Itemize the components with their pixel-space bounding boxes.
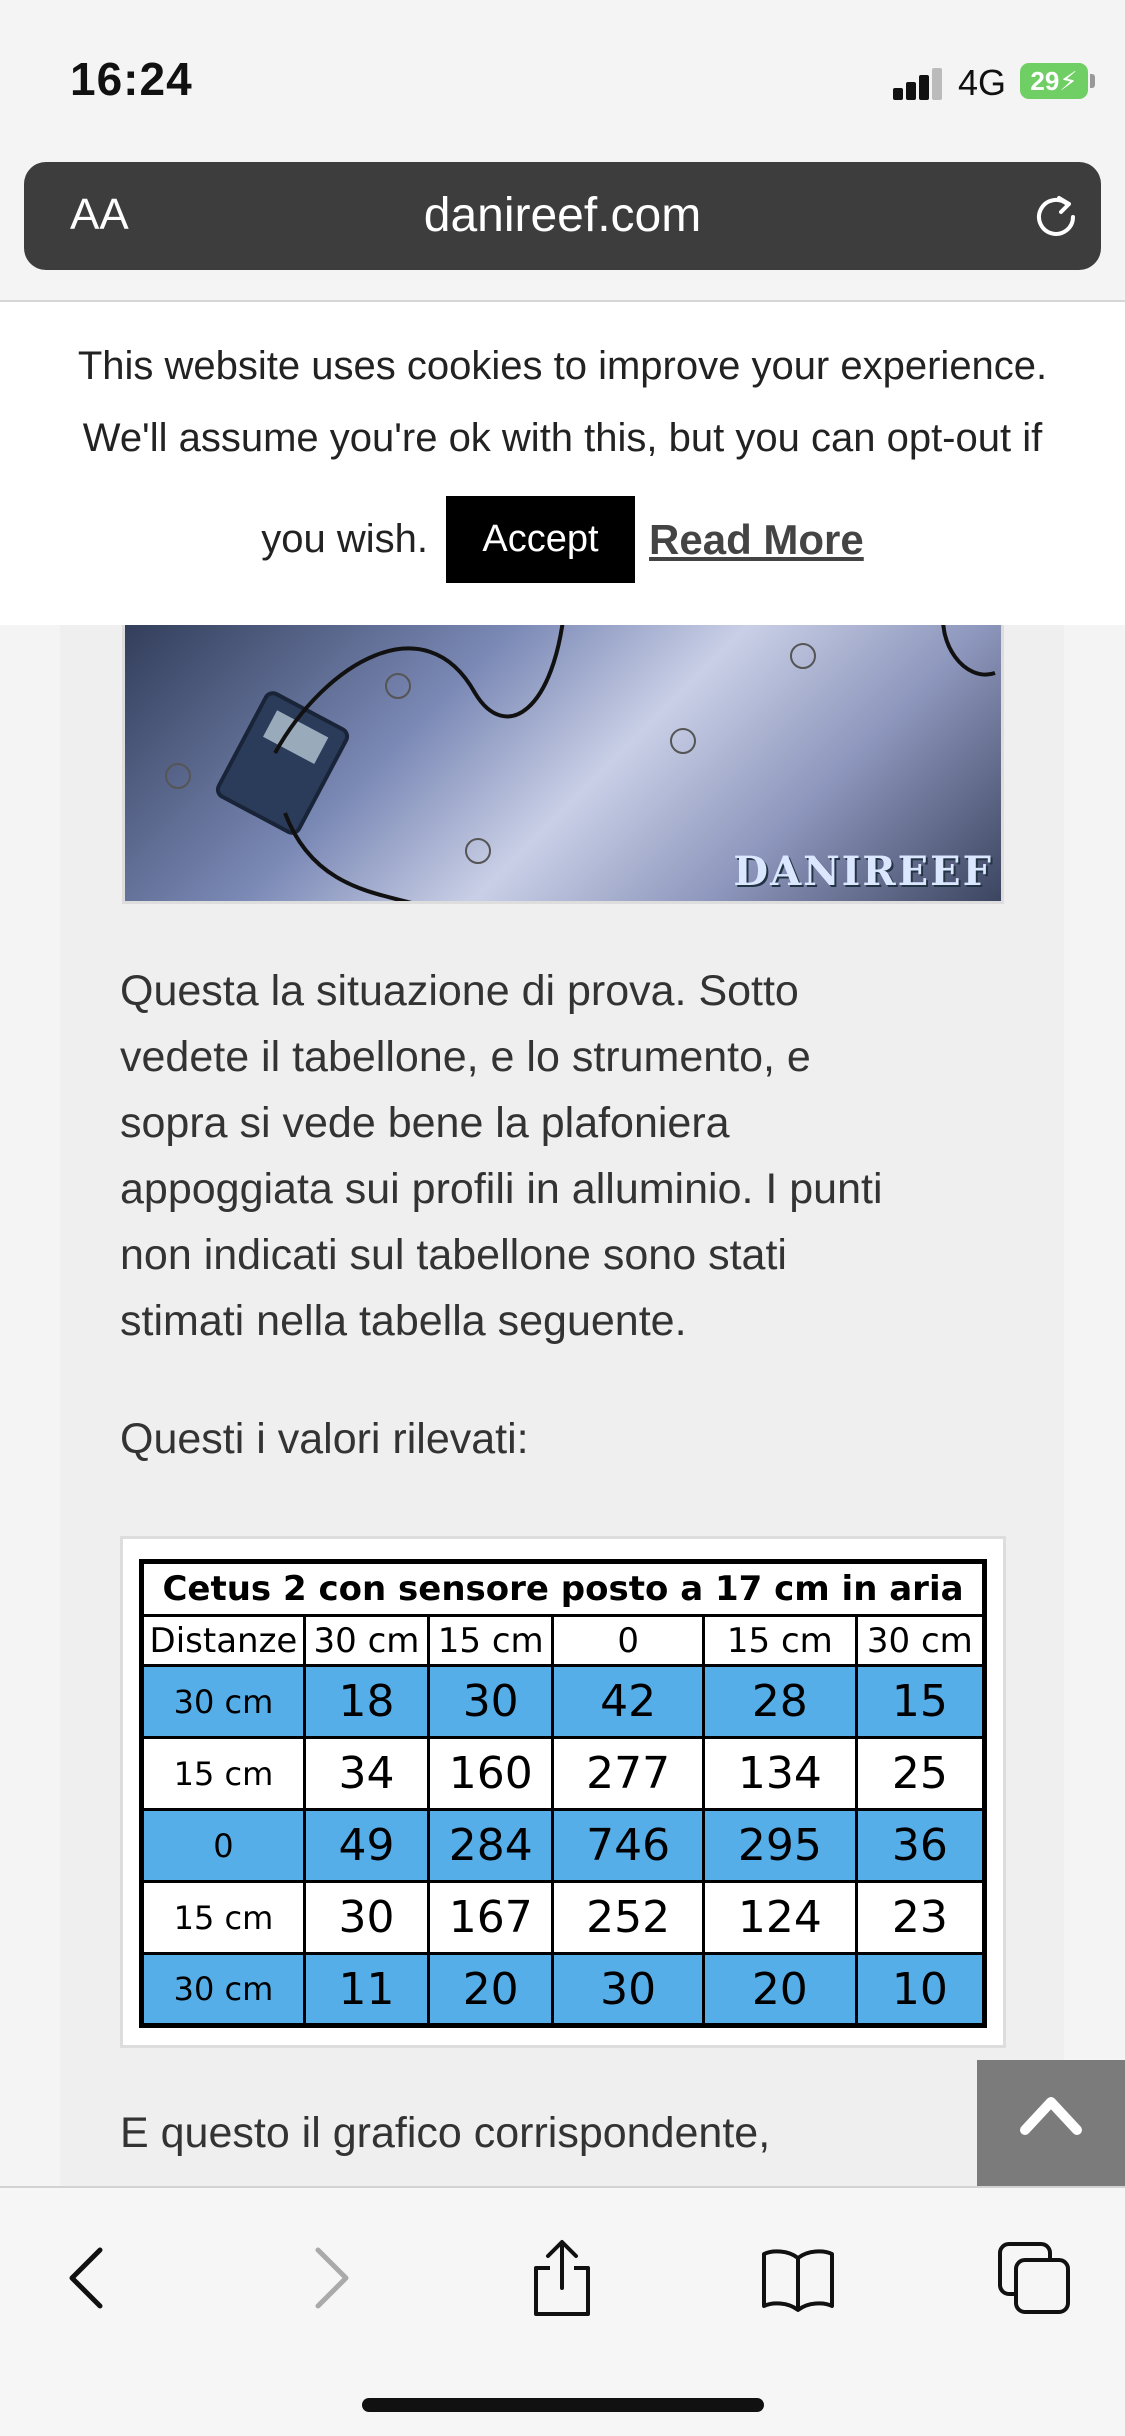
- table-cell: 295: [703, 1810, 856, 1882]
- table-header: 0: [553, 1616, 704, 1666]
- table-cell: 746: [553, 1810, 704, 1882]
- table-cell: 252: [553, 1882, 704, 1954]
- table-header: Distanze: [142, 1616, 305, 1666]
- cookie-text-line3: you wish.: [261, 517, 428, 561]
- table-header: 15 cm: [703, 1616, 856, 1666]
- battery-tip: [1090, 74, 1095, 88]
- chevron-up-icon: [1019, 2090, 1083, 2140]
- row-label: 0: [142, 1810, 305, 1882]
- table-cell: 160: [429, 1738, 553, 1810]
- danireef-watermark: DANIREEF: [733, 848, 993, 895]
- scroll-to-top-button[interactable]: [977, 2060, 1125, 2186]
- measurement-table: [139, 1559, 987, 2028]
- reload-icon[interactable]: [1029, 190, 1083, 244]
- table-cell: 42: [553, 1666, 704, 1738]
- paragraph-line: appoggiata sui profili in alluminio. I punti: [120, 1165, 883, 1213]
- table-header: 30 cm: [304, 1616, 428, 1666]
- home-indicator: [362, 2398, 764, 2412]
- table-row: [142, 1738, 985, 1810]
- table-cell: 36: [856, 1810, 984, 1882]
- paragraph-line: non indicati sul tabellone sono stati: [120, 1231, 787, 1279]
- accept-button[interactable]: Accept: [446, 496, 634, 583]
- row-label: 15 cm: [142, 1882, 305, 1954]
- table-cell: 18: [304, 1666, 428, 1738]
- paragraph-line: sopra si vede bene la plafoniera: [120, 1099, 730, 1147]
- table-title: Cetus 2 con sensore posto a 17 cm in aria: [142, 1562, 985, 1616]
- battery-level: 29: [1030, 66, 1060, 96]
- bookmarks-icon[interactable]: [758, 2238, 838, 2318]
- read-more-link[interactable]: Read More: [649, 515, 864, 563]
- text-size-button[interactable]: AA: [70, 190, 129, 239]
- chart-intro-text: E questo il grafico corrispondente,: [120, 2109, 771, 2157]
- back-icon[interactable]: [48, 2238, 128, 2318]
- table-cell: 23: [856, 1882, 984, 1954]
- cellular-signal-icon: [893, 66, 943, 100]
- tabs-icon[interactable]: [994, 2238, 1074, 2318]
- table-cell: 20: [429, 1954, 553, 2026]
- address-bar[interactable]: [24, 162, 1101, 270]
- paragraph-line: Questa la situazione di prova. Sotto: [120, 967, 799, 1015]
- table-cell: 20: [703, 1954, 856, 2026]
- cookie-banner: [0, 302, 1125, 625]
- table-cell: 15: [856, 1666, 984, 1738]
- url-field[interactable]: danireef.com: [423, 189, 702, 242]
- table-cell: 134: [703, 1738, 856, 1810]
- table-cell: 167: [429, 1882, 553, 1954]
- table-cell: 30: [304, 1882, 428, 1954]
- table-header: 30 cm: [856, 1616, 984, 1666]
- values-intro-text: Questi i valori rilevati:: [120, 1415, 529, 1463]
- paragraph-line: stimati nella tabella seguente.: [120, 1297, 687, 1345]
- table-cell: 49: [304, 1810, 428, 1882]
- table-header-row: [142, 1616, 985, 1666]
- table-cell: 277: [553, 1738, 704, 1810]
- cookie-text-line1: This website uses cookies to improve your experience.: [77, 344, 1048, 388]
- table-cell: 30: [553, 1954, 704, 2026]
- table-cell: 124: [703, 1882, 856, 1954]
- table-cell: 11: [304, 1954, 428, 2026]
- measurement-table-image: [120, 1536, 1006, 2048]
- table-row: [142, 1666, 985, 1738]
- table-cell: 25: [856, 1738, 984, 1810]
- table-row: [142, 1954, 985, 2026]
- table-cell: 10: [856, 1954, 984, 2026]
- table-row: [142, 1810, 985, 1882]
- row-label: 30 cm: [142, 1666, 305, 1738]
- table-row: [142, 1882, 985, 1954]
- forward-icon[interactable]: [290, 2238, 370, 2318]
- share-icon[interactable]: [522, 2238, 602, 2318]
- article-photo: [122, 600, 1004, 904]
- article-paragraph: [120, 958, 1020, 1354]
- table-cell: 284: [429, 1810, 553, 1882]
- network-type: 4G: [958, 62, 1007, 103]
- table-cell: 28: [703, 1666, 856, 1738]
- row-label: 15 cm: [142, 1738, 305, 1810]
- row-label: 30 cm: [142, 1954, 305, 2026]
- table-header: 15 cm: [429, 1616, 553, 1666]
- status-bar: [0, 0, 1125, 160]
- status-time: 16:24: [70, 53, 193, 105]
- paragraph-line: vedete il tabellone, e lo strumento, e: [120, 1033, 811, 1081]
- table-cell: 30: [429, 1666, 553, 1738]
- cookie-text-line2: We'll assume you're ok with this, but you can opt-out if: [82, 416, 1043, 460]
- table-cell: 34: [304, 1738, 428, 1810]
- battery-icon: 29⚡: [1020, 63, 1088, 99]
